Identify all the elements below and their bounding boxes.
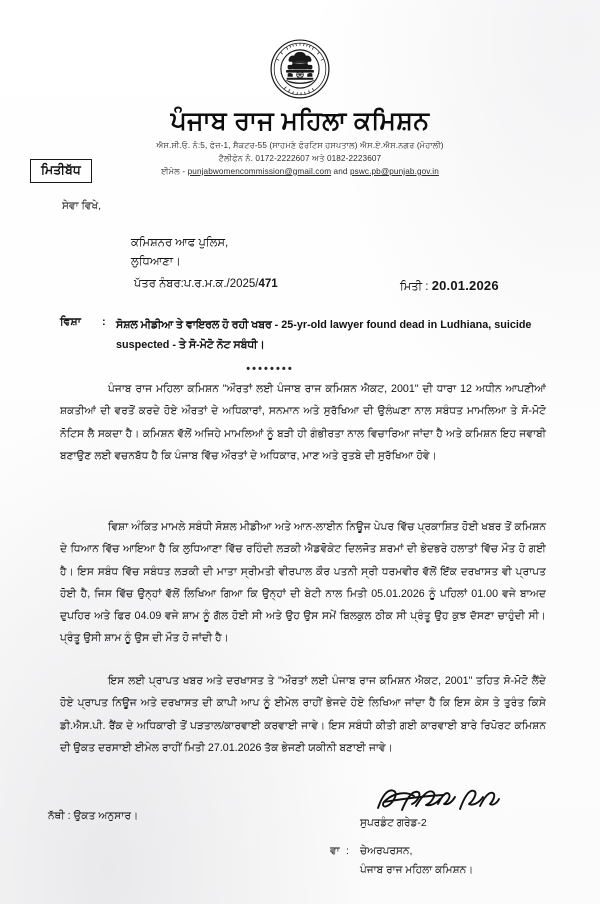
handwritten-signature-icon: [372, 782, 502, 816]
body-paragraph-3-container: [60, 670, 546, 773]
emblem-container: [0, 38, 600, 104]
body-paragraph-3: ਇਸ ਲਈ ਪ੍ਰਾਪਤ ਖਬਰ ਅਤੇ ਦਰਖਾਸਤ ਤੇ "ਔਰਤਾਂ ਲਈ ਪੰਜਾਬ ਰਾਜ ਕਮਿਸ਼ਨ ਐਕਟ, 2001" ਤਹਿਤ ਸੋ-ਮੋਟੋ ਲੈਂਦੇ ਹੋਏ ਪ੍ਰਾਪਤ ਨਿਊਜ ਅਤੇ ਦਰਖਾਸਤ ਦੀ ਕਾਪੀ ਆਪ ਨੂੰ ਈਮੇਲ ਰਾਹੀਂ ਭੇਜਦੇ ਹੋਏ ਲਿਖਿਆ ਜਾਂਦਾ ਹੈ ਕਿ ਇਸ ਕੇਸ ਤੇ ਤੁਰੰਤ ਕਿਸੇ ਡੀ.ਐਸ.ਪੀ. ਰੈਂਕ ਦੇ ਅਧਿਕਾਰੀ ਤੋਂ ਪੜਤਾਲ/ਕਾਰਵਾਈ ਕਰਵਾਈ ਜਾਵੇ। ਇਸ ਸਬੰਧੀ ਕੀਤੀ ਗਈ ਕਾਰਵਾਈ ਬਾਰੇ ਰਿਪੋਰਟ ਕਮਿਸ਼ਨ ਦੀ ਉਕਤ ਦਰਸਾਈ ਈਮੇਲ ਰਾਹੀਂ ਮਿਤੀ 27.01.2026 ਤੱਕ ਭੇਜਣੀ ਯਕੀਨੀ ਬਣਾਈ ਜਾਵੇ।: [60, 675, 546, 754]
authority-organization: ਪੰਜਾਬ ਰਾਜ ਮਹਿਲਾ ਕਮਿਸ਼ਨ।: [360, 864, 474, 877]
email-label: ਈਮੇਲ -: [161, 166, 188, 176]
national-emblem-ashoka-lion-capital-icon: [269, 38, 331, 102]
reference-row: [134, 278, 534, 291]
letterhead: [0, 38, 600, 178]
recipient-city: ਲੁਧਿਆਣਾ।: [131, 255, 181, 268]
authority-lines: [360, 842, 473, 881]
signatory-designation: ਸੁਪਰਡੰਟ ਗਰੇਡ-2: [360, 817, 427, 829]
subject-colon: :: [102, 316, 106, 328]
recipient-block: [131, 234, 228, 272]
letter-number: [134, 278, 278, 291]
organization-title: ਪੰਜਾਬ ਰਾਜ ਮਹਿਲਾ ਕਮਿਸ਼ਨ: [170, 107, 430, 135]
letter-number-prefix: ਪੱਤਰ ਨੰਬਰ:ਪ.ਰ.ਮ.ਕ./2025/: [134, 278, 259, 290]
letter-number-value: 471: [258, 278, 278, 290]
address-line-2: ਟੈਲੀਫੋਨ ਨੰ. 0172-2222607 ਅਤੇ 0182-2223607: [218, 153, 382, 163]
to-label: ਸੇਵਾ ਵਿਖੇ,: [62, 200, 102, 212]
dotted-separator: ••••••••: [246, 363, 294, 375]
for-label: ਵਾ: [330, 845, 340, 857]
subject-text: ਸੋਸ਼ਲ ਮੀਡੀਆ ਤੇ ਵਾਇਰਲ ਹੋ ਰਹੀ ਖਬਰ - 25-yr-old lawyer found dead in Ludhiana, suicide suspected - ਤੇ ਸੋ-ਮੋਟੋ ਨੋਟ ਸਬੰਧੀ।: [116, 319, 532, 351]
for-authority-row: [330, 842, 580, 881]
time-bound-stamp: ਮਿਤੀਬੱਧ: [30, 159, 92, 183]
authority-chairperson: ਚੇਅਰਪਰਸਨ,: [360, 845, 413, 857]
body-paragraph-1: ਪੰਜਾਬ ਰਾਜ ਮਹਿਲਾ ਕਮਿਸ਼ਨ "ਔਰਤਾਂ ਲਈ ਪੰਜਾਬ ਰਾਜ ਕਮਿਸ਼ਨ ਐਕਟ, 2001" ਦੀ ਧਾਰਾ 12 ਅਧੀਨ ਆਪਣੀਆਂ ਸ਼ਕਤੀਆਂ ਦੀ ਵਰਤੋਂ ਕਰਦੇ ਹੋਏ ਔਰਤਾਂ ਦੇ ਅਧਿਕਾਰਾਂ, ਸਨਮਾਨ ਅਤੇ ਸੁਰੱਖਿਆ ਦੀ ਉਲੰਘਣਾ ਨਾਲ ਸਬੰਧਤ ਮਾਮਲਿਆ ਤੇ ਸੋ-ਮੋਟੋ ਨੋਟਿਸ ਲੈ ਸਕਦਾ ਹੈ। ਕਮਿਸ਼ਨ ਵੱਲੋਂ ਅਜਿਹੇ ਮਾਮਲਿਆਂ ਨੂੰ ਬੜੀ ਹੀ ਗੰਭੀਰਤਾ ਨਾਲ ਵਿਚਾਰਿਆ ਜਾਂਦਾ ਹੈ ਅਤੇ ਕਮਿਸ਼ਨ ਇਹ ਜਵਾਬੀ ਬਣਾਉਣ ਲਈ ਵਚਨਬੱਧ ਹੈ ਕਿ ਪੰਜਾਬ ਵਿੱਚ ਔਰਤਾਂ ਦੇ ਅਧਿਕਾਰ, ਮਾਣ ਅਤੇ ਰੁਤਬੇ ਦੀ ਸੁਰੱਖਿਆ ਹੋਵੇ।: [60, 383, 546, 462]
body-paragraph-2-container: [60, 516, 546, 664]
email-secondary[interactable]: pswc.pb@punjab.gov.in: [349, 166, 439, 176]
signature-block: [330, 782, 580, 881]
letter-date: [400, 278, 499, 294]
body-paragraph-2: ਵਿਸ਼ਾ ਅੰਕਿਤ ਮਾਮਲੇ ਸਬੰਧੀ ਸੋਸ਼ਲ ਮੀਡੀਆ ਅਤੇ ਆਨ-ਲਾਈਨ ਨਿਊਜ ਪੇਪਰ ਵਿੱਚ ਪ੍ਰਕਾਸ਼ਿਤ ਹੋਈ ਖਬਰ ਤੋਂ ਕਮਿਸ਼ਨ ਦੇ ਧਿਆਨ ਵਿੱਚ ਆਇਆ ਹੈ ਕਿ ਲੁਧਿਆਣਾ ਵਿੱਚ ਰਹਿੰਦੀ ਲੜਕੀ ਐਡਵੋਕੇਟ ਦਿਲਜੋਤ ਸ਼ਰਮਾਂ ਦੀ ਭੇਦਭਰੇ ਹਲਾਤਾਂ ਵਿੱਚ ਮੌਤ ਹੋ ਗਈ ਹੈ। ਇਸ ਸਬੰਧ ਵਿੱਚ ਸਬੰਧਤ ਲੜਕੀ ਦੀ ਮਾਤਾ ਸ੍ਰੀਮਤੀ ਵੀਰਪਾਲ ਕੌਰ ਪਤਨੀ ਸ੍ਰੀ ਧਰਮਵੀਰ ਵੱਲੋਂ ਇੱਕ ਦਰਖਾਸਤ ਵੀ ਪ੍ਰਾਪਤ ਹੋਈ ਹੈ, ਜਿਸ ਵਿੱਚ ਉਨ੍ਹਾਂ ਵੱਲੋਂ ਲਿਖਿਆ ਗਿਆ ਕਿ ਉਨ੍ਹਾਂ ਦੀ ਬੇਟੀ ਨਾਲ ਮਿਤੀ 05.01.2026 ਨੂੰ ਪਹਿਲਾਂ 01.00 ਵਜੇ ਬਾਅਦ ਦੁਪਹਿਰ ਅਤੇ ਫਿਰ 04.09 ਵਜੇ ਸ਼ਾਮ ਨੂੰ ਗੱਲ ਹੋਈ ਸੀ ਅਤੇ ਉਹ ਉਸ ਸਮੇਂ ਬਿਲਕੁਲ ਠੀਕ ਸੀ ਪ੍ਰੰਤੂ ਉਹ ਕੁਝ ਦੱਸਣਾ ਚਾਹੁੰਦੀ ਸੀ। ਪ੍ਰੰਤੂ ਉਸੀ ਸ਼ਾਮ ਨੂੰ ਉਸ ਦੀ ਮੌਤ ਹੋ ਜਾਂਦੀ ਹੈ।: [60, 521, 546, 645]
for-colon: :: [346, 845, 349, 857]
address-line-1: ਐਸ.ਸੀ.ਓ. ਨੰ:5, ਫੇਜ਼-1, ਸੈਕਟਰ-55 (ਸਾਹਮਣੇ ਫੋਰਟਿਸ ਹਸਪਤਾਲ) ਐਸ.ਏ.ਐਸ.ਨਗਰ (ਮੋਹਾਲੀ): [156, 141, 444, 151]
email-conjunction: and: [331, 166, 350, 176]
subject-label: ਵਿਸ਼ਾ: [60, 316, 81, 328]
recipient-designation: ਕਮਿਸ਼ਨਰ ਆਫ ਪੁਲਿਸ,: [131, 237, 229, 249]
date-value: 20.01.2026: [431, 278, 499, 293]
subject-row: [60, 316, 546, 356]
enclosure-note: ਨੱਥੀ : ਉਕਤ ਅਨੁਸਾਰ।: [48, 810, 139, 822]
date-label: ਮਿਤੀ :: [400, 281, 432, 293]
body-paragraph-1-container: [60, 378, 546, 481]
email-primary[interactable]: punjabwomencommission@gmail.com: [187, 166, 332, 176]
